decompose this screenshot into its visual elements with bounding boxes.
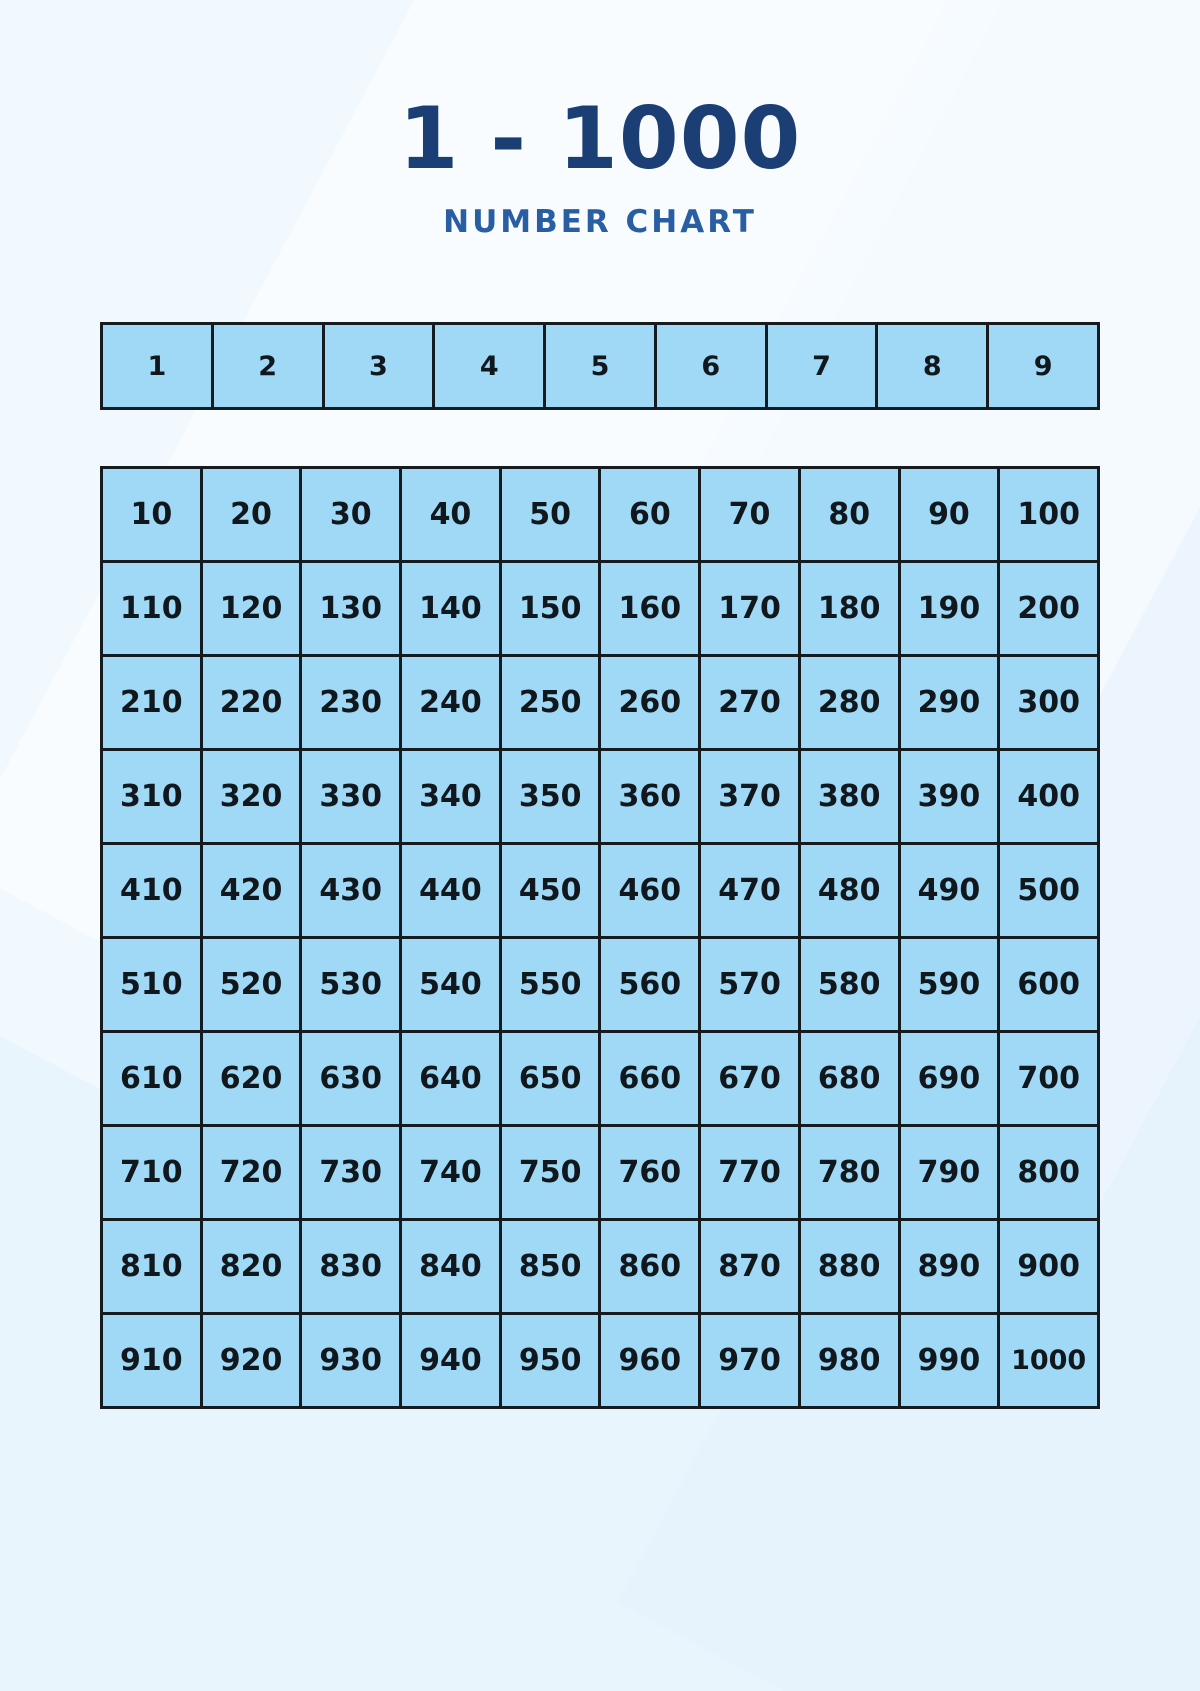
tens-cell: 560 [601, 939, 698, 1030]
ones-cell: 4 [435, 325, 543, 407]
tens-cell: 190 [901, 563, 998, 654]
tens-cell: 370 [701, 751, 798, 842]
tens-cell: 20 [203, 469, 300, 560]
tens-cell: 940 [402, 1315, 499, 1406]
tens-cell: 690 [901, 1033, 998, 1124]
tens-cell: 10 [103, 469, 200, 560]
tens-cell: 210 [103, 657, 200, 748]
tens-cell: 500 [1000, 845, 1097, 936]
tens-cell: 110 [103, 563, 200, 654]
tens-cell: 220 [203, 657, 300, 748]
tens-cell: 270 [701, 657, 798, 748]
tens-cell: 750 [502, 1127, 599, 1218]
tens-cell: 290 [901, 657, 998, 748]
tens-cell: 960 [601, 1315, 698, 1406]
tens-cell: 580 [801, 939, 898, 1030]
tens-cell: 650 [502, 1033, 599, 1124]
tens-cell: 260 [601, 657, 698, 748]
tens-cell: 910 [103, 1315, 200, 1406]
tens-cell: 760 [601, 1127, 698, 1218]
tens-cell: 1000 [1000, 1315, 1097, 1406]
ones-cell: 7 [768, 325, 876, 407]
tens-cell: 740 [402, 1127, 499, 1218]
tens-cell: 860 [601, 1221, 698, 1312]
tens-cell: 660 [601, 1033, 698, 1124]
tens-cell: 390 [901, 751, 998, 842]
tens-cell: 980 [801, 1315, 898, 1406]
tens-cell: 320 [203, 751, 300, 842]
tens-cell: 730 [302, 1127, 399, 1218]
tens-cell: 90 [901, 469, 998, 560]
tens-cell: 440 [402, 845, 499, 936]
tens-cell: 450 [502, 845, 599, 936]
chart-area [100, 322, 1100, 1409]
tens-cell: 30 [302, 469, 399, 560]
tens-cell: 600 [1000, 939, 1097, 1030]
tens-cell: 300 [1000, 657, 1097, 748]
tens-cell: 800 [1000, 1127, 1097, 1218]
tens-cell: 40 [402, 469, 499, 560]
tens-cell: 70 [701, 469, 798, 560]
tens-cell: 330 [302, 751, 399, 842]
tens-cell: 510 [103, 939, 200, 1030]
tens-cell: 790 [901, 1127, 998, 1218]
ones-row-table [100, 322, 1100, 410]
ones-cell: 6 [657, 325, 765, 407]
page-title: 1 - 1000 [398, 89, 802, 189]
tens-cell: 950 [502, 1315, 599, 1406]
ones-cell: 9 [989, 325, 1097, 407]
tens-cell: 550 [502, 939, 599, 1030]
tens-cell: 100 [1000, 469, 1097, 560]
tens-cell: 920 [203, 1315, 300, 1406]
ones-cell: 5 [546, 325, 654, 407]
tens-cell: 540 [402, 939, 499, 1030]
tens-cell: 850 [502, 1221, 599, 1312]
tens-cell: 900 [1000, 1221, 1097, 1312]
tens-cell: 180 [801, 563, 898, 654]
tens-cell: 170 [701, 563, 798, 654]
tens-cell: 640 [402, 1033, 499, 1124]
tens-cell: 80 [801, 469, 898, 560]
tens-cell: 310 [103, 751, 200, 842]
tens-cell: 230 [302, 657, 399, 748]
tens-cell: 820 [203, 1221, 300, 1312]
ones-cell: 1 [103, 325, 211, 407]
tens-cell: 710 [103, 1127, 200, 1218]
tens-cell: 870 [701, 1221, 798, 1312]
tens-cell: 460 [601, 845, 698, 936]
tens-cell: 480 [801, 845, 898, 936]
tens-cell: 780 [801, 1127, 898, 1218]
tens-cell: 830 [302, 1221, 399, 1312]
ones-cell: 3 [325, 325, 433, 407]
tens-cell: 700 [1000, 1033, 1097, 1124]
tens-cell: 990 [901, 1315, 998, 1406]
tens-cell: 630 [302, 1033, 399, 1124]
tens-cell: 420 [203, 845, 300, 936]
tens-cell: 490 [901, 845, 998, 936]
tens-cell: 150 [502, 563, 599, 654]
tens-cell: 770 [701, 1127, 798, 1218]
tens-cell: 160 [601, 563, 698, 654]
tens-cell: 60 [601, 469, 698, 560]
tens-cell: 240 [402, 657, 499, 748]
tens-cell: 120 [203, 563, 300, 654]
tens-cell: 400 [1000, 751, 1097, 842]
tens-cell: 570 [701, 939, 798, 1030]
title-block [0, 0, 1200, 240]
tens-cell: 130 [302, 563, 399, 654]
tens-cell: 250 [502, 657, 599, 748]
tens-cell: 340 [402, 751, 499, 842]
tens-cell: 680 [801, 1033, 898, 1124]
tens-cell: 380 [801, 751, 898, 842]
tens-cell: 970 [701, 1315, 798, 1406]
ones-cell: 2 [214, 325, 322, 407]
tens-cell: 410 [103, 845, 200, 936]
tens-cell: 140 [402, 563, 499, 654]
tens-cell: 880 [801, 1221, 898, 1312]
tens-cell: 350 [502, 751, 599, 842]
tens-cell: 840 [402, 1221, 499, 1312]
tens-cell: 470 [701, 845, 798, 936]
tens-cell: 610 [103, 1033, 200, 1124]
tens-cell: 200 [1000, 563, 1097, 654]
tens-cell: 360 [601, 751, 698, 842]
tens-cell: 930 [302, 1315, 399, 1406]
tens-cell: 620 [203, 1033, 300, 1124]
tens-cell: 810 [103, 1221, 200, 1312]
tens-cell: 890 [901, 1221, 998, 1312]
tens-cell: 520 [203, 939, 300, 1030]
page-subtitle: NUMBER CHART [443, 204, 757, 240]
tens-cell: 430 [302, 845, 399, 936]
tens-cell: 530 [302, 939, 399, 1030]
tens-cell: 670 [701, 1033, 798, 1124]
tens-cell: 590 [901, 939, 998, 1030]
tens-cell: 720 [203, 1127, 300, 1218]
ones-cell: 8 [878, 325, 986, 407]
tens-cell: 280 [801, 657, 898, 748]
tens-cell: 50 [502, 469, 599, 560]
tens-grid-table [100, 466, 1100, 1409]
